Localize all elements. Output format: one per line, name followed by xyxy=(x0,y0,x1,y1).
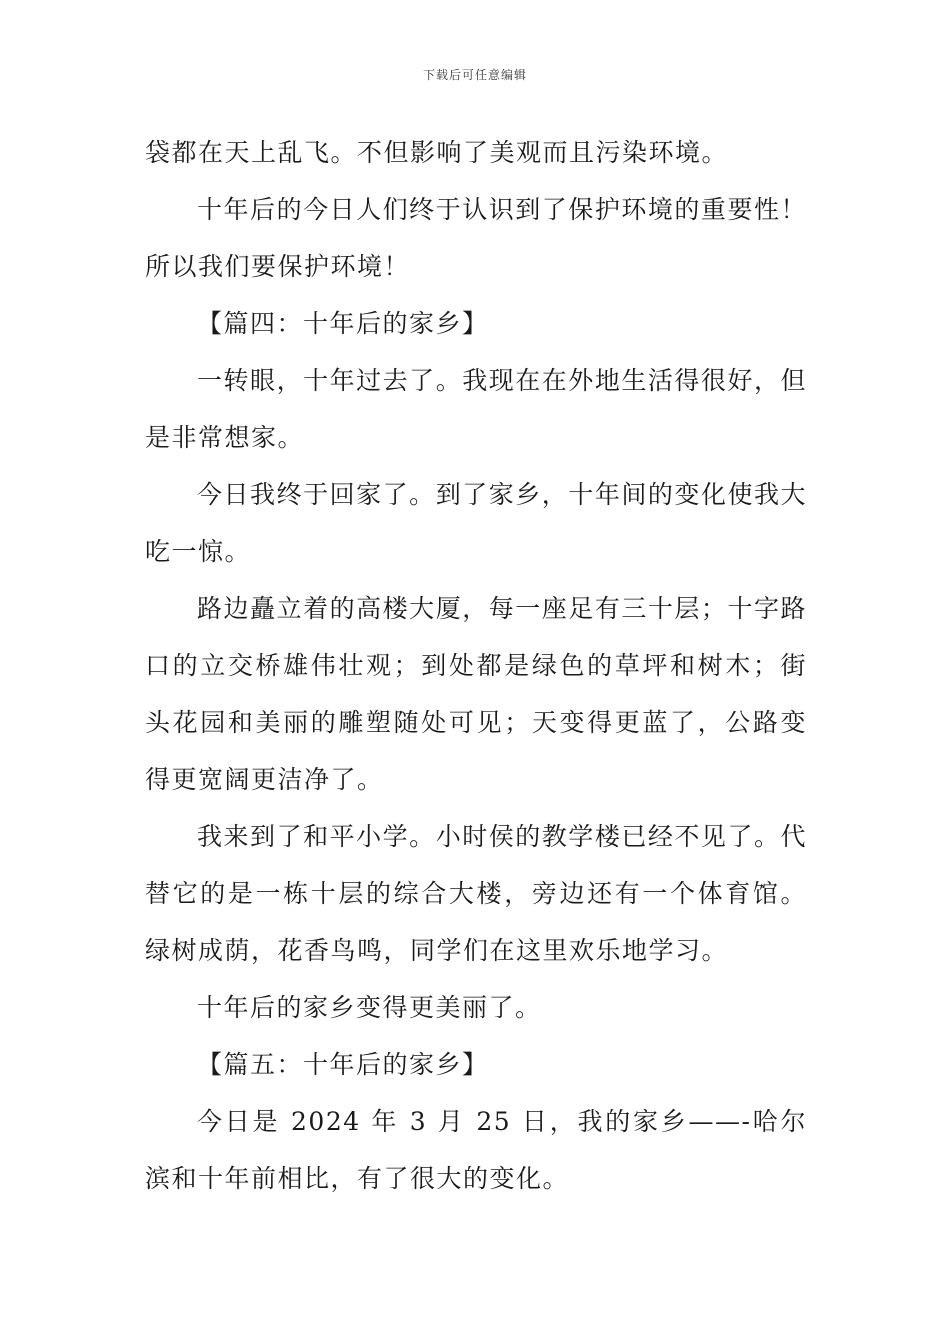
paragraph: 袋都在天上乱飞。不但影响了美观而且污染环境。 xyxy=(145,138,729,167)
paragraph: 路边矗立着的高楼大厦，每一座足有三十层；十字路口的立交桥雄伟壮观；到处都是绿色的草坪和树木；街头花园和美丽的雕塑随处可见；天变得更蓝了，公路变得更宽阔更洁净了。 xyxy=(145,594,807,794)
paragraph: 十年后的家乡变得更美丽了。 xyxy=(197,993,542,1022)
paragraph: 十年后的今日人们终于认识到了保护环境的重要性！所以我们要保护环境！ xyxy=(145,195,807,281)
paragraph: 我来到了和平小学。小时侯的教学楼已经不见了。代替它的是一栋十层的综合大楼，旁边还有一个体育馆。绿树成荫，花香鸟鸣，同学们在这里欢乐地学习。 xyxy=(145,822,807,965)
document-body xyxy=(145,124,807,1207)
paragraph: 一转眼，十年过去了。我现在在外地生活得很好，但是非常想家。 xyxy=(145,366,807,452)
section-heading: 【篇四：十年后的家乡】 xyxy=(197,309,489,338)
paragraph: 今日我终于回家了。到了家乡，十年间的变化使我大吃一惊。 xyxy=(145,480,807,566)
paragraph: 今日是 2024 年 3 月 25 日，我的家乡——-哈尔滨和十年前相比，有了很大的变化。 xyxy=(145,1107,807,1193)
section-heading: 【篇五：十年后的家乡】 xyxy=(197,1050,489,1079)
page-header: 下载后可任意编辑 xyxy=(422,68,527,82)
